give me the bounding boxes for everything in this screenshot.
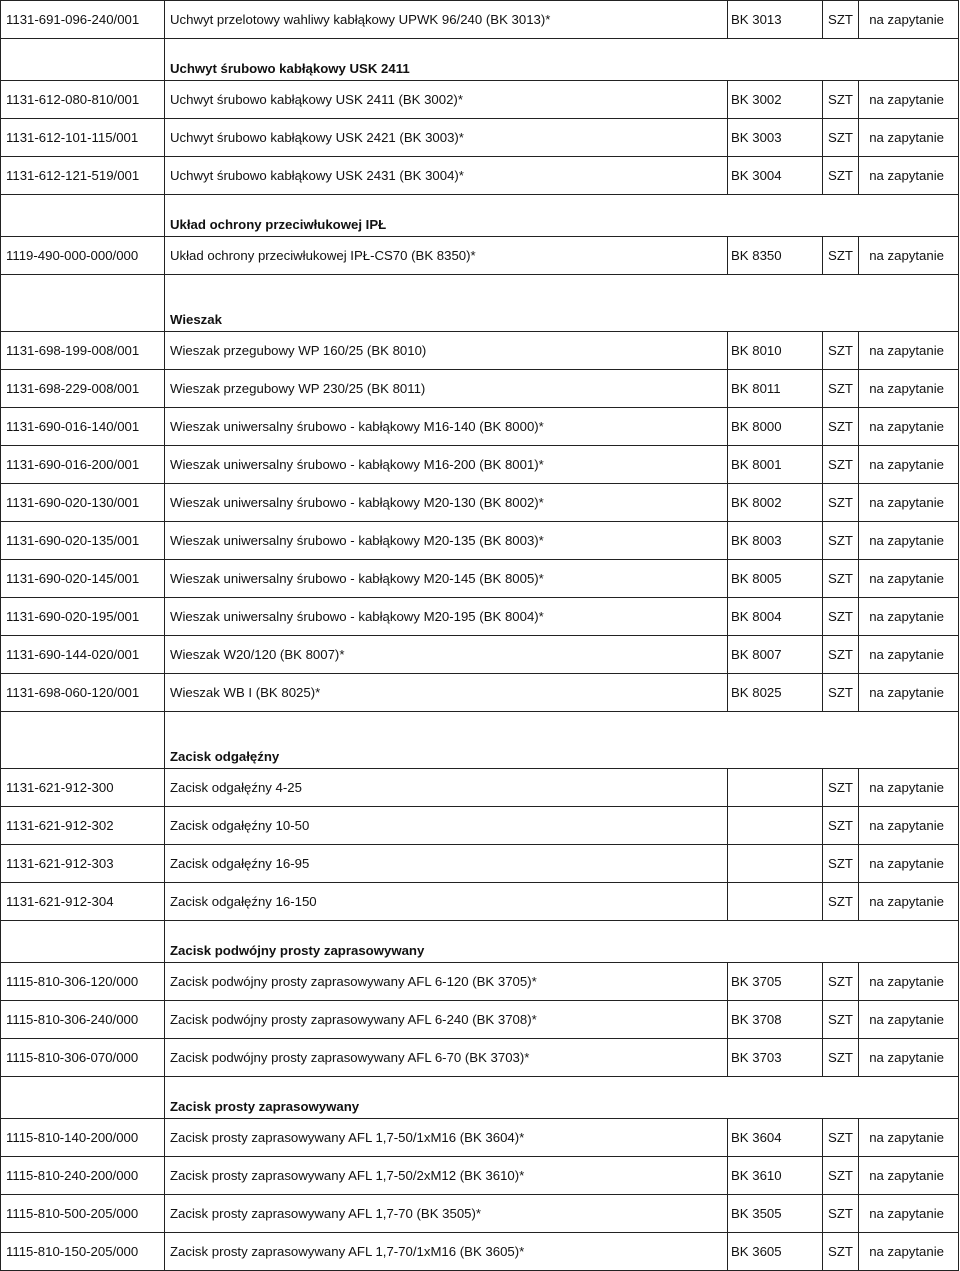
unit-cell: SZT [823, 1233, 859, 1271]
price-cell: na zapytanie [859, 845, 959, 883]
table-row [1, 963, 959, 1001]
unit-cell: SZT [823, 598, 859, 636]
table-row [1, 408, 959, 446]
product-code-cell: 1131-691-096-240/001 [1, 1, 165, 39]
unit-cell: SZT [823, 332, 859, 370]
product-name-cell: Wieszak W20/120 (BK 8007)* [165, 636, 728, 674]
unit-cell: SZT [823, 963, 859, 1001]
product-code-cell: 1131-690-020-195/001 [1, 598, 165, 636]
reference-cell: BK 3003 [728, 119, 823, 157]
product-name-cell: Wieszak przegubowy WP 230/25 (BK 8011) [165, 370, 728, 408]
section-title: Zacisk prosty zaprasowywany [165, 1077, 959, 1119]
table-row [1, 636, 959, 674]
price-cell: na zapytanie [859, 370, 959, 408]
price-cell: na zapytanie [859, 1, 959, 39]
unit-cell: SZT [823, 446, 859, 484]
price-cell: na zapytanie [859, 1157, 959, 1195]
price-cell: na zapytanie [859, 119, 959, 157]
section-header-row [1, 921, 959, 963]
product-name-cell: Zacisk prosty zaprasowywany AFL 1,7-70/1xM16 (BK 3605)* [165, 1233, 728, 1271]
price-cell: na zapytanie [859, 446, 959, 484]
section-title: Uchwyt śrubowo kabłąkowy USK 2411 [165, 39, 959, 81]
unit-cell: SZT [823, 1039, 859, 1077]
table-row [1, 1157, 959, 1195]
price-cell: na zapytanie [859, 963, 959, 1001]
product-name-cell: Uchwyt śrubowo kabłąkowy USK 2411 (BK 3002)* [165, 81, 728, 119]
price-cell: na zapytanie [859, 598, 959, 636]
section-title: Układ ochrony przeciwłukowej IPŁ [165, 195, 959, 237]
product-name-cell: Zacisk odgałęźny 16-150 [165, 883, 728, 921]
price-cell: na zapytanie [859, 1233, 959, 1271]
product-code-cell: 1115-810-240-200/000 [1, 1157, 165, 1195]
table-row [1, 332, 959, 370]
price-cell: na zapytanie [859, 157, 959, 195]
product-name-cell: Zacisk podwójny prosty zaprasowywany AFL 6-240 (BK 3708)* [165, 1001, 728, 1039]
product-name-cell: Zacisk prosty zaprasowywany AFL 1,7-50/2xM12 (BK 3610)* [165, 1157, 728, 1195]
section-title: Zacisk odgałęźny [165, 712, 959, 769]
section-code-cell [1, 921, 165, 963]
table-row [1, 119, 959, 157]
reference-cell: BK 3505 [728, 1195, 823, 1233]
product-name-cell: Uchwyt śrubowo kabłąkowy USK 2421 (BK 3003)* [165, 119, 728, 157]
section-code-cell [1, 39, 165, 81]
price-cell: na zapytanie [859, 408, 959, 446]
product-name-cell: Zacisk podwójny prosty zaprasowywany AFL 6-120 (BK 3705)* [165, 963, 728, 1001]
product-name-cell: Wieszak uniwersalny śrubowo - kabłąkowy M20-145 (BK 8005)* [165, 560, 728, 598]
table-row [1, 845, 959, 883]
unit-cell: SZT [823, 237, 859, 275]
price-cell: na zapytanie [859, 81, 959, 119]
unit-cell: SZT [823, 769, 859, 807]
product-code-cell: 1131-690-016-200/001 [1, 446, 165, 484]
reference-cell: BK 3703 [728, 1039, 823, 1077]
section-header-row [1, 275, 959, 332]
table-row [1, 674, 959, 712]
product-name-cell: Wieszak uniwersalny śrubowo - kabłąkowy M20-135 (BK 8003)* [165, 522, 728, 560]
unit-cell: SZT [823, 1001, 859, 1039]
unit-cell: SZT [823, 1119, 859, 1157]
reference-cell: BK 3708 [728, 1001, 823, 1039]
section-code-cell [1, 712, 165, 769]
product-name-cell: Zacisk odgałęźny 16-95 [165, 845, 728, 883]
section-header-row [1, 39, 959, 81]
reference-cell: BK 8350 [728, 237, 823, 275]
product-code-cell: 1131-698-229-008/001 [1, 370, 165, 408]
product-code-cell: 1131-690-144-020/001 [1, 636, 165, 674]
reference-cell: BK 8005 [728, 560, 823, 598]
price-cell: na zapytanie [859, 674, 959, 712]
product-code-cell: 1115-810-306-120/000 [1, 963, 165, 1001]
unit-cell: SZT [823, 807, 859, 845]
unit-cell: SZT [823, 674, 859, 712]
reference-cell: BK 3610 [728, 1157, 823, 1195]
unit-cell: SZT [823, 119, 859, 157]
table-row [1, 157, 959, 195]
price-cell: na zapytanie [859, 1001, 959, 1039]
table-row [1, 1233, 959, 1271]
unit-cell: SZT [823, 560, 859, 598]
table-row [1, 522, 959, 560]
product-name-cell: Wieszak WB I (BK 8025)* [165, 674, 728, 712]
price-cell: na zapytanie [859, 1039, 959, 1077]
product-name-cell: Wieszak uniwersalny śrubowo - kabłąkowy M16-200 (BK 8001)* [165, 446, 728, 484]
unit-cell: SZT [823, 370, 859, 408]
unit-cell: SZT [823, 1157, 859, 1195]
product-name-cell: Zacisk prosty zaprasowywany AFL 1,7-50/1xM16 (BK 3604)* [165, 1119, 728, 1157]
table-row [1, 560, 959, 598]
product-code-cell: 1131-698-060-120/001 [1, 674, 165, 712]
product-code-cell: 1131-621-912-300 [1, 769, 165, 807]
product-code-cell: 1115-810-306-070/000 [1, 1039, 165, 1077]
product-code-cell: 1131-612-080-810/001 [1, 81, 165, 119]
product-code-cell: 1131-698-199-008/001 [1, 332, 165, 370]
section-code-cell [1, 1077, 165, 1119]
price-cell: na zapytanie [859, 332, 959, 370]
price-list-body [1, 1, 959, 1271]
unit-cell: SZT [823, 81, 859, 119]
reference-cell: BK 8010 [728, 332, 823, 370]
product-name-cell: Zacisk podwójny prosty zaprasowywany AFL 6-70 (BK 3703)* [165, 1039, 728, 1077]
table-row [1, 1, 959, 39]
price-cell: na zapytanie [859, 237, 959, 275]
product-code-cell: 1119-490-000-000/000 [1, 237, 165, 275]
unit-cell: SZT [823, 636, 859, 674]
section-header-row [1, 712, 959, 769]
product-name-cell: Układ ochrony przeciwłukowej IPŁ-CS70 (BK 8350)* [165, 237, 728, 275]
table-row [1, 484, 959, 522]
section-title: Zacisk podwójny prosty zaprasowywany [165, 921, 959, 963]
product-name-cell: Wieszak uniwersalny śrubowo - kabłąkowy M20-195 (BK 8004)* [165, 598, 728, 636]
unit-cell: SZT [823, 484, 859, 522]
section-code-cell [1, 275, 165, 332]
section-header-row [1, 195, 959, 237]
product-name-cell: Zacisk odgałęźny 10-50 [165, 807, 728, 845]
table-row [1, 1039, 959, 1077]
reference-cell: BK 3004 [728, 157, 823, 195]
unit-cell: SZT [823, 883, 859, 921]
table-row [1, 81, 959, 119]
unit-cell: SZT [823, 408, 859, 446]
price-cell: na zapytanie [859, 484, 959, 522]
unit-cell: SZT [823, 1195, 859, 1233]
reference-cell [728, 845, 823, 883]
product-name-cell: Zacisk odgałęźny 4-25 [165, 769, 728, 807]
table-row [1, 598, 959, 636]
product-code-cell: 1131-621-912-302 [1, 807, 165, 845]
reference-cell [728, 769, 823, 807]
section-title: Wieszak [165, 275, 959, 332]
price-cell: na zapytanie [859, 769, 959, 807]
reference-cell: BK 8011 [728, 370, 823, 408]
section-code-cell [1, 195, 165, 237]
reference-cell: BK 3705 [728, 963, 823, 1001]
price-cell: na zapytanie [859, 1119, 959, 1157]
unit-cell: SZT [823, 1, 859, 39]
reference-cell: BK 3605 [728, 1233, 823, 1271]
price-cell: na zapytanie [859, 807, 959, 845]
product-code-cell: 1115-810-140-200/000 [1, 1119, 165, 1157]
product-code-cell: 1131-612-121-519/001 [1, 157, 165, 195]
table-row [1, 1195, 959, 1233]
product-name-cell: Wieszak przegubowy WP 160/25 (BK 8010) [165, 332, 728, 370]
product-name-cell: Uchwyt przelotowy wahliwy kabłąkowy UPWK 96/240 (BK 3013)* [165, 1, 728, 39]
product-code-cell: 1131-621-912-303 [1, 845, 165, 883]
reference-cell: BK 3604 [728, 1119, 823, 1157]
table-row [1, 1001, 959, 1039]
reference-cell: BK 8001 [728, 446, 823, 484]
price-cell: na zapytanie [859, 636, 959, 674]
table-row [1, 1119, 959, 1157]
table-row [1, 237, 959, 275]
unit-cell: SZT [823, 157, 859, 195]
product-code-cell: 1131-690-020-130/001 [1, 484, 165, 522]
reference-cell: BK 3013 [728, 1, 823, 39]
product-name-cell: Wieszak uniwersalny śrubowo - kabłąkowy M20-130 (BK 8002)* [165, 484, 728, 522]
reference-cell: BK 8003 [728, 522, 823, 560]
reference-cell: BK 8002 [728, 484, 823, 522]
product-code-cell: 1131-690-016-140/001 [1, 408, 165, 446]
product-code-cell: 1131-690-020-145/001 [1, 560, 165, 598]
product-code-cell: 1131-612-101-115/001 [1, 119, 165, 157]
reference-cell: BK 8025 [728, 674, 823, 712]
table-row [1, 446, 959, 484]
unit-cell: SZT [823, 845, 859, 883]
reference-cell [728, 883, 823, 921]
product-code-cell: 1131-621-912-304 [1, 883, 165, 921]
product-code-cell: 1115-810-150-205/000 [1, 1233, 165, 1271]
price-cell: na zapytanie [859, 883, 959, 921]
table-row [1, 883, 959, 921]
product-name-cell: Zacisk prosty zaprasowywany AFL 1,7-70 (BK 3505)* [165, 1195, 728, 1233]
product-name-cell: Wieszak uniwersalny śrubowo - kabłąkowy M16-140 (BK 8000)* [165, 408, 728, 446]
product-code-cell: 1131-690-020-135/001 [1, 522, 165, 560]
reference-cell: BK 8000 [728, 408, 823, 446]
reference-cell [728, 807, 823, 845]
price-cell: na zapytanie [859, 560, 959, 598]
reference-cell: BK 8004 [728, 598, 823, 636]
price-cell: na zapytanie [859, 522, 959, 560]
product-code-cell: 1115-810-500-205/000 [1, 1195, 165, 1233]
price-cell: na zapytanie [859, 1195, 959, 1233]
table-row [1, 370, 959, 408]
table-row [1, 807, 959, 845]
product-name-cell: Uchwyt śrubowo kabłąkowy USK 2431 (BK 3004)* [165, 157, 728, 195]
product-code-cell: 1115-810-306-240/000 [1, 1001, 165, 1039]
reference-cell: BK 8007 [728, 636, 823, 674]
section-header-row [1, 1077, 959, 1119]
table-row [1, 769, 959, 807]
reference-cell: BK 3002 [728, 81, 823, 119]
unit-cell: SZT [823, 522, 859, 560]
